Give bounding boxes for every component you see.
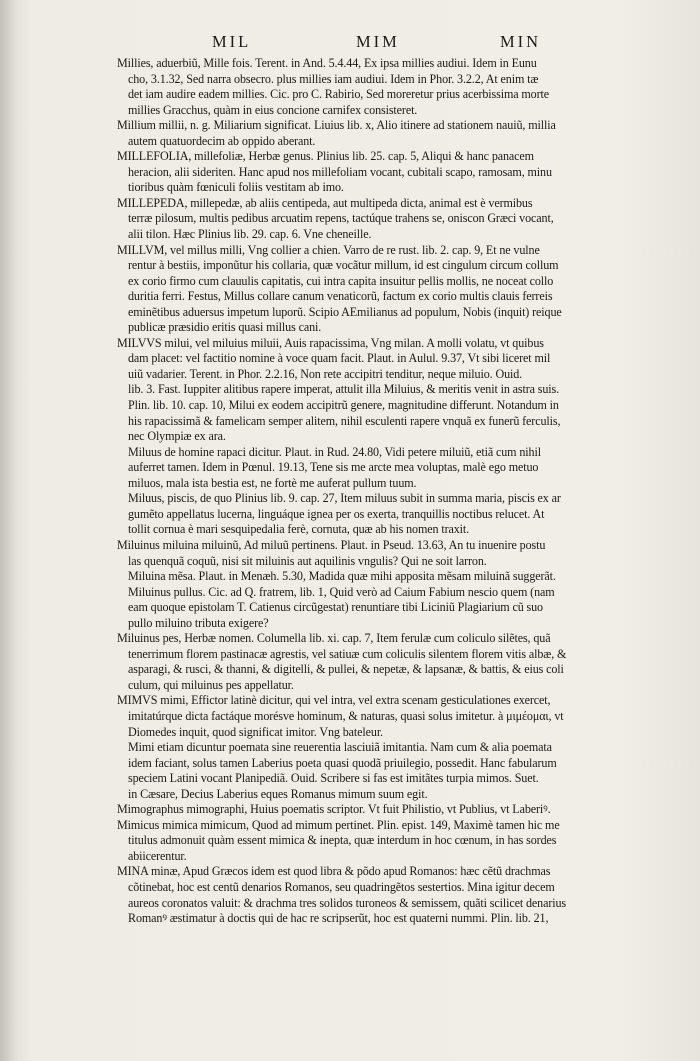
- header-left-word: MIL: [212, 32, 252, 51]
- dictionary-entry: [0, 802, 700, 818]
- entry-line: Miluus, piscis, de quo Plinius lib. 9. cap. 27, Item miluus subit in summa maria, piscis ex ar: [128, 491, 561, 506]
- entry-line: Miluinus pes, Herbæ nomen. Columella lib. xi. cap. 7, Item ferulæ cum coliculo silẽtes, quã: [117, 631, 551, 646]
- header-center-word: MIM: [356, 32, 400, 51]
- entry-line: terræ pilosum, multis pedibus arcuatim repens, tactúque trahens se, oniscon Græci vocant,: [128, 211, 554, 226]
- sub-entry: [0, 740, 700, 802]
- sub-entry: [0, 569, 700, 631]
- dictionary-entry: [0, 56, 700, 118]
- dictionary-entry: [0, 693, 700, 740]
- entry-line: Miluinus miluina miluinũ, Ad miluũ pertinens. Plaut. in Pseud. 13.63, An tu inuenire postu: [117, 537, 546, 552]
- entry-line: pullo miluino tributa exigere?: [128, 615, 269, 630]
- entry-line: gumẽto appellatus lucerna, linguáque ignea per os exerta, tranquillis noctibus relucet. At: [128, 506, 545, 521]
- entry-line: MINA minæ, Apud Græcos idem est quod libra & põdo apud Romanos: hæc cẽtũ drachmas: [117, 864, 551, 879]
- dictionary-entry: [0, 118, 700, 149]
- entry-line: uiũ vadarier. Terent. in Phor. 2.2.16, Non rete accipitri tenditur, neque miluio. Ouid.: [128, 366, 523, 381]
- entry-line: MILVVS milui, vel miluius miluii, Auis rapacissima, Vng milan. A molli volatu, vt quibus: [117, 335, 544, 350]
- dictionary-entry: [0, 538, 700, 569]
- entry-line: MIMVS mimi, Effictor latinè dicitur, qui vel intra, vel extra scenam gesticulationes exercet,: [117, 693, 551, 708]
- dictionary-entry: [0, 196, 700, 243]
- entry-line: in Cæsare, Decius Laberius eques Romanus mimum suum egit.: [128, 786, 428, 801]
- entry-line: rentur à bestiis, imponũtur his collaria, quæ vocãtur millum, id est cingulum circum collum: [128, 258, 559, 273]
- entry-line: Romanꝰ æstimatur à doctis qui de hac re scripserũt, hoc est quaterni nummi. Plin. lib. 21,: [128, 911, 549, 926]
- entry-line: tollit cornua è mari sesquipedalia ferè, cornuta, quæ ab his nomen traxit.: [128, 522, 470, 537]
- sub-entry: [0, 445, 700, 492]
- entry-line: aureos coronatos valuit: & drachma tres solidos turoneos & semissem, quãti scilicet denarius: [128, 895, 567, 910]
- entry-line: auferret tamen. Idem in Pœnul. 19.13, Tene sis me arcte mea voluptas, malè ego metuo: [128, 460, 539, 475]
- entry-line: Miluina mẽsa. Plaut. in Menæh. 5.30, Madida quæ mihi apposita mẽsam miluinã suggerãt.: [128, 569, 556, 584]
- entry-line: Mimi etiam dicuntur poemata sine reuerentia lasciuiã imitantia. Nam cum & alia poemata: [128, 740, 552, 755]
- entry-line: Millium millii, n. g. Miliarium significat. Liuius lib. x, Alio itinere ad stationem nauiũ, millia: [117, 118, 556, 133]
- entry-line: speciem Latini vocant Planipediã. Ouid. Scribere si fas est imitãtes turpia mimos. Suet.: [128, 771, 539, 786]
- entry-line: tioribus quàm fœniculi foliis vestitam ab imo.: [128, 180, 344, 195]
- entry-line: cho, 3.1.32, Sed narra obsecro. plus millies iam audiui. Idem in Phor. 3.2.2, At enim tæ: [128, 71, 539, 86]
- entry-line: lib. 3. Fast. Iuppiter alitibus rapere imperat, attulit illa Miluius, & meritis venit in astra suis.: [128, 382, 560, 397]
- dictionary-entry: [0, 864, 700, 926]
- sub-entry: [0, 491, 700, 538]
- entry-line: titulus admonuit quàm essent mimica & inepta, quæ interdum in hoc cœnum, in has sordes: [128, 833, 557, 848]
- entry-line: eam quoque epistolam T. Catienus circũgestat) renuntiare tibi Liciniũ Plagiarium cũ suo: [128, 600, 543, 615]
- entry-line: idem faciant, solus tamen Laberius poeta quasi quodã priuilegio, possedit. Hanc fabularum: [128, 755, 557, 770]
- entry-line: nec Olympiæ ex ara.: [128, 429, 226, 444]
- entry-line: alii tilon. Hæc Plinius lib. 29. cap. 6. Vne cheneille.: [128, 227, 372, 242]
- entry-line: dam placet: vel factitio nomine à voce quam facit. Plaut. in Aulul. 9.37, Vt sibi liceret mil: [128, 351, 551, 366]
- entry-line: heracion, alii sideriten. Hanc apud nos millefoliam vocant, cubitali scapo, ramosam, minu: [128, 164, 552, 179]
- entry-line: Mimographus mimographi, Huius poematis scriptor. Vt fuit Philistio, vt Publius, vt Laberiꝰ.: [117, 802, 551, 817]
- dictionary-entry: [0, 631, 700, 693]
- dictionary-entries: [0, 56, 700, 927]
- entry-line: cõtinebat, hoc est centũ denarios Romanos, seu quadringẽtos sestertios. Mina igitur decem: [128, 879, 555, 894]
- entry-line: det iam audire eadem millies. Cic. pro C. Rabirio, Sed moreretur prius acerbissima morte: [128, 87, 550, 102]
- entry-line: publicæ præsidio eritis quasi millus cani.: [128, 320, 322, 335]
- entry-line: tenerrimum florem pastinacæ agrestis, vel satiuæ cum coliculis silentem florem vitis albæ, &: [128, 646, 567, 661]
- entry-line: duritia ferri. Festus, Millus collare canum venaticorũ, factum ex corio multis clauis ferreis: [128, 289, 553, 304]
- entry-line: culum, qui miluinus pes appellatur.: [128, 677, 294, 692]
- entry-line: miluos, mala ista bestia est, ne fortè me auferat pullum tuum.: [128, 475, 417, 490]
- entry-line: autem quatuordecim ab oppido aberant.: [128, 133, 316, 148]
- entry-line: his rapacissimã & famelicam semper alitem, nihil esculenti rapere vnquã ex funerũ ferculis,: [128, 413, 561, 428]
- entry-line: Diomedes inquit, quod significat imitor. Vng bateleur.: [128, 724, 383, 739]
- entry-line: Miluus de homine rapaci dicitur. Plaut. in Rud. 24.80, Vidi petere miluiũ, etiã cum nihil: [128, 444, 541, 459]
- entry-line: Miluinus pullus. Cic. ad Q. fratrem, lib. 1, Quid verò ad Caium Fabium nescio quem (nam: [128, 584, 555, 599]
- entry-line: Plin. lib. 10. cap. 10, Milui ex eodem accipitrũ genere, magnitudine differunt. Notandum in: [128, 398, 559, 413]
- entry-line: eminẽtibus aduersus impetum luporũ. Scipio AEmilianus ad populum, Nobis (inquit) reique: [128, 304, 562, 319]
- entry-line: MILLEFOLIA, millefoliæ, Herbæ genus. Plinius lib. 25. cap. 5, Aliqui & hanc panacem: [117, 149, 534, 164]
- entry-line: millies Gracchus, quàm in eius concione carnifex consisteret.: [128, 102, 418, 117]
- entry-line: MILLVM, vel millus milli, Vng collier a chien. Varro de re rust. lib. 2. cap. 9, Et ne vulne: [117, 242, 540, 257]
- entry-line: MILLEPEDA, millepedæ, ab aliis centipeda, aut multipeda dicta, animal est è vermibus: [117, 195, 533, 210]
- entry-line: imitatúrque dicta factáque morésve hominum, & naturas, quasi solus imitetur. à μιμέομαι, vt: [128, 708, 564, 723]
- entry-line: las quenquã coquũ, nisi sit miluinis aut aquilinis vngulis? Qui ne soit larron.: [128, 553, 487, 568]
- dictionary-entry: [0, 818, 700, 865]
- entry-line: Millies, aduerbiũ, Mille fois. Terent. in And. 5.4.44, Ex ipsa millies audiui. Idem in Eunu: [117, 56, 537, 70]
- header-right-word: MIN: [500, 32, 542, 51]
- running-header: [0, 32, 700, 56]
- entry-line: abiicerentur.: [128, 848, 187, 863]
- dictionary-entry: [0, 243, 700, 336]
- dictionary-entry: [0, 149, 700, 196]
- entry-line: ex corio firmo cum clauulis capitatis, cui intra capita insuitur pellis mollis, ne noceat collo: [128, 273, 554, 288]
- entry-line: Mimicus mimica mimicum, Quod ad mimum pertinet. Plin. epist. 149, Maximè tamen hic me: [117, 817, 560, 832]
- dictionary-entry: [0, 336, 700, 445]
- entry-line: asparagi, & rusci, & thanni, & digitelli, & pullei, & nepetæ, & lapsanæ, & battis, & eius coli: [128, 662, 564, 677]
